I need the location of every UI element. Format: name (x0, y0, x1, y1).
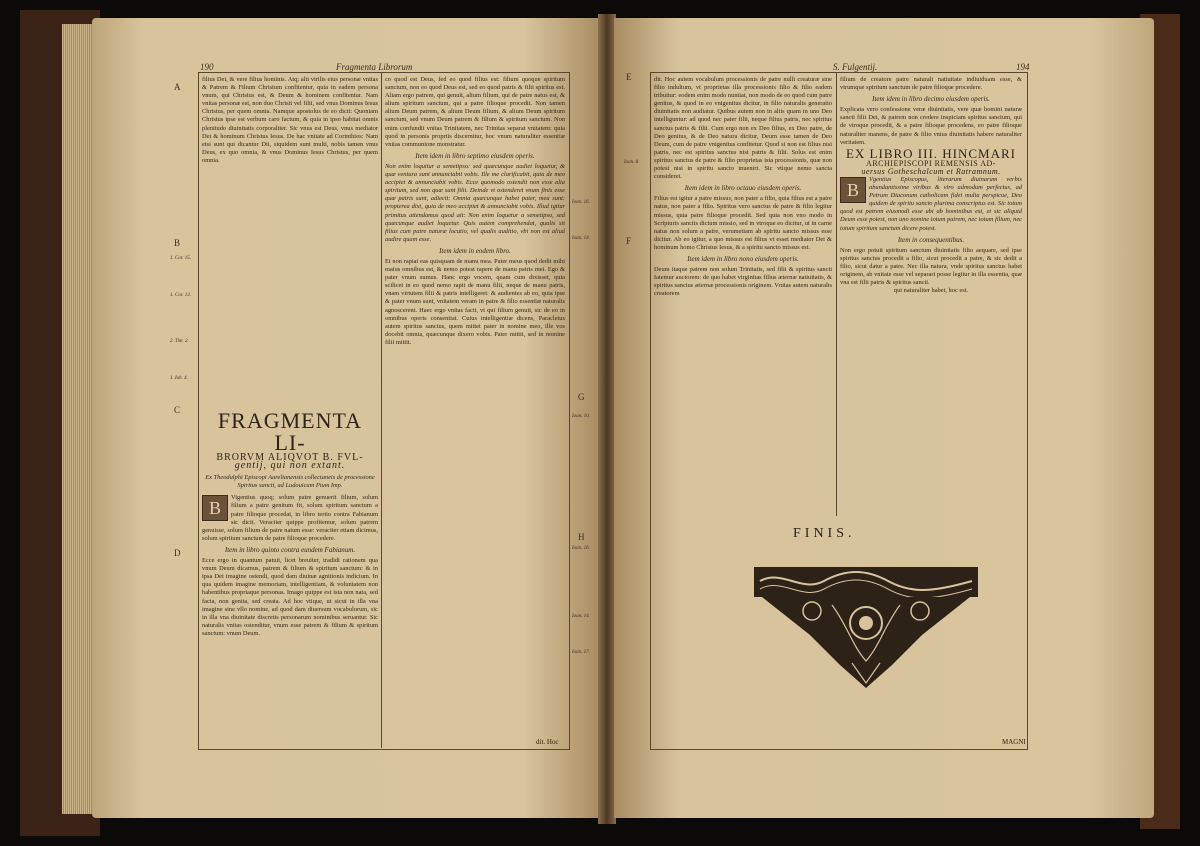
margin-letter: B (174, 238, 181, 248)
text-block: Non enim loquitur a semetipso: sed quæcunque audiet loquetur, & quæ ventura sunt annunciabit vobis. Ille me clarificabit, quia de meo accipiet & annunciabit vobis. Ecce quomodo ostendit non esse alia spiritum, sed non quæ sunt filii. Deinde vt ostenderet vnum finis esse quæ patris sunt, adiecit: Omnia quæcunque habet pater, mea sunt: propterea dixi, quia de meo accipiet & annunciabit vobis. Illud igitur primitus attendamus quod ait: Non enim loquetur a semetipso, sed quæcunque audiet loquetur. Quis autem comprehendat, qualis sit filius cum patre naturæ locutio, vel qualis auditio, vbi non est aliud audire quam esse. (385, 162, 565, 243)
margin-note: Ioan. 14. (572, 614, 590, 619)
text-block: Ecce ergo in quantum patuit, licet breuiter, tradidi rationem qua vnum Deum dicamus, patrem & filium & spiritum sanctum: & in ipsa Dei imagine ostendi, quod dam diuinæ agnitionis indicium. In qua quidem imagine memoriam, intelligentiam, & voluntatem non habentibus propriaque personas. Imago quippe est ista non nata, sed facta, non genita, sed creata. Ad hoc vtique, ut sicut in illa vna imagine sine vllo nomine, ad quod dam diuersum vocabulorum, sic in illa vna diuinitate discretis personarum nominibus seruantur. Sic naturalis vnitas ostenditur, vnum esse patrem & filium & spiritum sanctum: vnum Deum. (202, 557, 378, 637)
tailpiece-ornament (752, 565, 980, 690)
fragmenta-subtitle-2: gentij, qui non extant. (234, 460, 346, 472)
left-running-head: Fragmenta Librorum (336, 62, 413, 72)
text-block: qui naturaliter habet, hoc est. (893, 287, 969, 295)
ex-libro-subtitle-2: uersus Gotheschalcum et Ratramnum. (861, 166, 1001, 176)
margin-note: Ioan. 10. (572, 414, 590, 419)
left-column-2 (385, 76, 565, 744)
text-block: Vigentius quoq; solum patre genuerit filium, solum filium a patre genitum fit, solum spiritum sanctum a patre filioque procedat, in libro tertio contra Fabianum sic dicit. Veraciter quippe profitemur, solum patrem genuisse, solum filium de patre natum esse: veraciter etiam dicimus, solum spiritum sanctum de patre filioque procedere. (202, 494, 378, 542)
fragmenta-title: FRAGMENTA LI- (217, 408, 363, 455)
margin-letter: C (174, 405, 181, 415)
text-block: Non ergo potuit spiritum sanctum diuinitatis filio aequare, sed ipse spiritus sanctus procedit a filio, sicut procedit a patre, & sic dedit a filio, sicut datur a patre. Nec illa natura, vnde spiritus sanctus habet originem, ab vnitate esse vel separari posse legitur in illa essentia, quæ vna est filii patris & spiritus sancti. (840, 246, 1022, 287)
margin-letter: G (578, 392, 585, 402)
text-block: filius Dei, & vere filius hominis. Atq; alii virilis eius personæ vnitas & Patrem & Filium Christum confitentur, quia in eadem persona vnum, qui Christus est, & Deum & hominem confitentur. Nam vnitas personæ est, non duo Christi vel filii, sed vnus Dominus Iesus Christus, per quem omnia. Namque apostolus de eo dicit: Quoniam Christus ipse est verbum caro factum, & quia in ipso habitat omnis plenitudo diuinitatis corporaliter. Sic vnus est Deus, vnus mediator Dei & hominum Christus Iesus. De hac vnitate ad Corinthios: Nam etsi sunt qui dicantur Dii, siquidem sunt multi, nobis tamen vnus Deus, ex quo omnia, & vnus Dominus Iesus Christus, per quem omnia. (202, 76, 378, 164)
margin-note: Ioan. 8. (624, 160, 640, 165)
catchword: dit. Hoc (536, 738, 559, 746)
dropcap: B (202, 495, 228, 521)
left-column-rule (381, 72, 382, 748)
catchword: MAGNI (1002, 738, 1026, 746)
left-page-edges (62, 24, 92, 814)
text-block: Deum itaque patrem non solum Trinitatis, sed filii & spiritus sancti fatemur auctorem: de quo habet virginitas filius æternæ natiuitatis, & spiritus sanctus æternæ processionis originem. Vnitas autem naturalis creatorem (654, 266, 832, 298)
ex-libro-title: EX LIBRO III. HINCMARI (845, 145, 1017, 161)
text-block: co quod est Deus, fed eo quod filius est: filium quoque spiritum sanctum, non eo quod Deus est, sed eo quod patris & filii spiritus est. Aliam ergo patrem, qui genuit, alium filium, qui de patre natus est, & alium spiritum sanctum, qui a patre filioque procedit. Non tamen alium Deum patrem, & alium Deum filium, & alium Deum spiritum sanctum, sed vnum Deum patrem & filium & spiritum sanctum. Non enim confundit vnitas Trinitatem, nec Trinitas separat vnitatem: quia quod in personis propriis discernitur, hoc vnum naturaliter essentiæ vnitas communione monstratur. (385, 76, 565, 148)
text-block: Et non rapiat eas quisquam de manu mea. Pater meus quod dedit mihi maius omnibus est, & nemo potest rapere de manu patris mei. Ego & pater vnum sumus. Hanc ergo vocem, quam cum dixisset, quia scilicet in eo quod nemo rapit de manu filii, neque de manu patris, vnam virtutem filii & patris intelligeret: & audientes ab eo, quia ipse & pater vnum sunt, vnitatem veram in patre & filio essentiæ naturalis agnoscerent. Haec ergo vnitas facit, vt qui filium genuit, sic de eo in omnibus operis consentiat. Cuius intelligentiæ dicens, Paracletus autem spiritus sanctus, quem mittet pater in nomine meo, ille vos docebit omnia, quæcunque dixero vobis. Pater mittit, sed in nomine filii mittit. (385, 257, 565, 346)
section-heading: Item idem in libro decimo eiusdem operis. (872, 95, 990, 104)
text-block: Vgentius Episcopus, literarum diuinarum verbis abundantissime viribus & viro admodum perfectus, ad Petrum Diaconum catholicam fidei multa perspicue, Deo quidem de spiritu sancto plurima conscriptus est. Sic totum quod est patrem eiusmodi esse ubi ab hominibus est, et sic aliquid Deum esse potest, non uno nomine totum patrem, nec totum filium, nec totum spiritum sanctum dicere potest. (840, 175, 1022, 232)
right-page-number: 194 (1016, 62, 1030, 72)
right-running-head: S. Fulgentij. (833, 62, 878, 72)
text-block: dit. Hoc autem vocabulum processionis de patre nulli creaturæ sine filio indultum, vt proprietas illa processionis filio & filio eadem tribuitur: eodem enim modo nuntiat, non modo de eo quod cum patre genitus, & quod in eo vnigenitus dicitur, in filio naturalis generatio diuinitatis non audiatur. Quibus autem non in aliis quam in uno Deo intelliguntur: ad quod nec pater filii, neque filius patris, nec spiritus sanctus patris & filii. Cum ergo non ex Deo filius, ex Deo patre, de Deo genitus, & de Deo natura dicitur, Deum esse tamen de Deo Deum, cum de patre vnigenitus confitetur. Quod si non est filius nisi patris, nec est spiritus sanctus nisi patris & filii. Solus est enim spiritus sanctus de patre & filio proprietas ista processionis, quæ non potest nisi in spiritu sancto inueniri. Sic vtique nemo sancta consideret. (654, 76, 832, 181)
fragmenta-subtitle: BRORVM ALIQVOT B. FVL- (216, 452, 364, 463)
text-block: Explicata vero confessione veræ diuinitatis, vere quæ homini naturæ sancti filii Dei, & patrem non credere inspiciam spiritus sanctum, qui de vtroque procedit, & a patre filioque procedens, eo patre filioque naturaliter manens, de patre & filio vnius diuinitatis habere naturaliter veritatem. (840, 106, 1022, 146)
text-block: filium de creatore patre naturali natiuitate indiuiduam esse, & vtrumque spiritum sanctum de patre filioque procedere. (840, 76, 1022, 92)
margin-note: 1. Cor. 15. (170, 256, 191, 261)
dropcap: B (840, 177, 866, 203)
section-heading: Item idem in libro octauo eiusdem operis. (684, 184, 802, 193)
margin-note: 1. Ioh. 4. (170, 376, 188, 381)
left-column-1 (202, 76, 378, 744)
right-column-2 (840, 76, 1022, 516)
margin-letter: D (174, 548, 181, 558)
margin-note: 2. Tim. 2. (170, 339, 189, 344)
margin-letter: H (578, 532, 585, 542)
text-block: Filius est igitur a patre missus, non pater a filio, quia filius est a patre natus, non pater a filio. Spiritus vero sanctus de patre & filio legitur missus, quia patre filioque procedit. Sed quia non vno modo in Scripturis sanctis dictum missio, sed in vtroque eo dicitur, ut in carne natus non solum a patre, verumetiam ab spiritu sancto missus esse dicitur. Ab eo igitur, a quo missus est filius vt esset mediator Dei & hominum homo Christus Iesus, & a spiritu sancto missus est. (654, 195, 832, 251)
margin-note: Ioan. 16. (572, 546, 590, 551)
margin-note: Ioan. 14. (572, 236, 590, 241)
fragmenta-intro: Ex Theodulphi Episcopi Aurelianensis collectaneis de processione Spiritus sancti, ad Ludouicum Pium Imp. (205, 474, 375, 490)
section-heading: Item in consequentibus. (897, 235, 965, 244)
margin-letter: A (174, 82, 181, 92)
left-page-number: 190 (200, 62, 214, 72)
margin-note: Ioan. 17. (572, 650, 590, 655)
section-heading: Item in libro quinto contra eundem Fabianum. (224, 545, 356, 554)
right-column-rule (836, 72, 837, 516)
right-column-1 (654, 76, 832, 516)
margin-letter: E (626, 72, 632, 82)
margin-note: 1. Cor. 13. (170, 293, 191, 298)
margin-note: Ioan. 16. (572, 200, 590, 205)
section-heading: Item idem in libro septimo eiusdem operis. (415, 151, 535, 160)
section-heading: Item idem in libro nono eiusdem operis. (687, 254, 799, 263)
section-heading: Item idem in eodem libro. (439, 246, 511, 255)
finis-heading: FINIS. (793, 526, 856, 541)
ex-libro-subtitle: ARCHIEPISCOPI REMENSIS AD- (866, 158, 996, 168)
margin-letter: F (626, 236, 632, 246)
